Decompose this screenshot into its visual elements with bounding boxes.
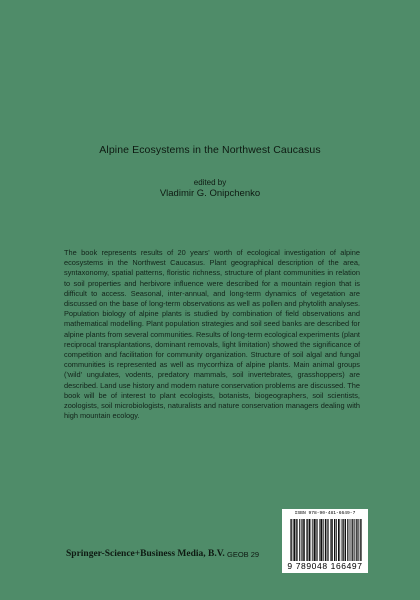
publisher-name: Springer-Science+Business Media, B.V. bbox=[66, 549, 225, 559]
barcode-bar bbox=[352, 519, 353, 561]
barcode-bar bbox=[297, 519, 298, 561]
barcode-bar bbox=[323, 519, 324, 561]
barcode-bar bbox=[336, 519, 337, 561]
barcode-bar bbox=[315, 519, 316, 561]
barcode-bar bbox=[327, 519, 328, 561]
barcode-bar bbox=[304, 519, 305, 561]
barcode-bar bbox=[332, 519, 333, 561]
barcode-bar bbox=[352, 519, 353, 561]
barcode-bar bbox=[332, 519, 333, 561]
barcode-bar bbox=[314, 519, 315, 561]
barcode-bar bbox=[328, 519, 329, 561]
barcode-bar bbox=[309, 519, 310, 561]
barcode-bar bbox=[345, 519, 346, 561]
barcode-bar bbox=[312, 519, 313, 561]
by-word: by bbox=[217, 178, 227, 187]
barcode-bar bbox=[344, 519, 345, 561]
barcode bbox=[282, 509, 368, 573]
barcode-bar bbox=[339, 519, 340, 561]
barcode-bar bbox=[348, 519, 349, 561]
edited-by-label bbox=[0, 178, 420, 187]
barcode-bar bbox=[339, 519, 340, 561]
barcode-bar bbox=[300, 519, 301, 561]
barcode-bar bbox=[291, 519, 292, 561]
book-description: The book represents results of 20 years' worth of ecological investigation of alpine ecosystems in the Northwest Caucasus. Plant geographical description of the area, syntaxonomy, spatial patterns, floristic richness, structure of plant communities in relation to soil properties and herbivore influence were described for a mountain region that is difficult to access. Seasonal, inter-annual, and long-term dynamics of vegetation are discussed on the base of long-term observations as well as pollen and phytolith analyses. Population biology of alpine plants is studied by combination of field observations and mathematical modelling. Plant population strategies and soil seed banks are described for alpine plants from several communities. Results of long-term ecological experiments (plant reciprocal transplantations, dominant removals, light limitation) showed the significance of competition and facilitation for community organization. Structure of soil algal and fungal communities is represented as well as mycorrhiza of alpine plants. Main animal groups ('wild' ungulates, vodents, predatory mammals, soil invertebrates, grasshoppers) are described. Land use history and modern nature conservation problems are discussed. The book will be of interest to plant ecologists, botanists, biogeographers, soil scientists, zoologists, soil microbiologists, naturalists and nature conservation managers dealing with high mountain ecology. bbox=[64, 248, 360, 421]
book-title: Alpine Ecosystems in the Northwest Caucasus bbox=[99, 144, 321, 156]
barcode-bar bbox=[316, 519, 317, 561]
barcode-bar bbox=[357, 519, 358, 561]
barcode-bar bbox=[308, 519, 309, 561]
barcode-bar bbox=[353, 519, 354, 561]
barcode-bar bbox=[361, 519, 362, 561]
editor-name: Vladimir G. Onipchenko bbox=[159, 188, 261, 199]
barcode-bar bbox=[323, 519, 324, 561]
barcode-bar bbox=[321, 519, 322, 561]
barcode-bar bbox=[321, 519, 322, 561]
barcode-bar bbox=[320, 519, 321, 561]
barcode-bar bbox=[304, 519, 305, 561]
barcode-bar bbox=[354, 519, 355, 561]
isbn-text: ISBN 978-90-481-6649-7 bbox=[294, 511, 356, 516]
barcode-bar bbox=[331, 519, 332, 561]
barcode-bar bbox=[311, 519, 312, 561]
barcode-bar bbox=[349, 519, 350, 561]
barcode-bar bbox=[325, 519, 326, 561]
edited-word: edited bbox=[193, 178, 216, 187]
barcode-bar bbox=[338, 519, 339, 561]
barcode-bar bbox=[313, 519, 314, 561]
barcode-bar bbox=[336, 519, 337, 561]
barcode-bar bbox=[334, 519, 335, 561]
barcode-bar bbox=[317, 519, 318, 561]
barcode-bar bbox=[296, 519, 297, 561]
barcode-bar bbox=[327, 519, 328, 561]
barcode-bar bbox=[306, 519, 307, 561]
barcode-bar bbox=[293, 519, 294, 561]
barcode-bar bbox=[360, 519, 361, 561]
barcode-bar bbox=[296, 519, 297, 561]
barcode-bar bbox=[307, 519, 308, 561]
barcode-bar bbox=[358, 519, 359, 561]
barcode-bar bbox=[292, 519, 293, 561]
barcode-bar bbox=[309, 519, 310, 561]
barcode-bar bbox=[319, 519, 320, 561]
barcode-bar bbox=[290, 519, 291, 561]
ean-number: 9 789048 166497 bbox=[287, 561, 363, 571]
barcode-bars bbox=[290, 519, 362, 561]
barcode-bar bbox=[295, 519, 296, 561]
barcode-bar bbox=[356, 519, 357, 561]
barcode-bar bbox=[360, 519, 361, 561]
barcode-bar bbox=[343, 519, 344, 561]
barcode-bar bbox=[315, 519, 316, 561]
barcode-bar bbox=[342, 519, 343, 561]
barcode-bar bbox=[301, 519, 302, 561]
barcode-bar bbox=[347, 519, 348, 561]
barcode-bar bbox=[299, 519, 300, 561]
barcode-bar bbox=[341, 519, 342, 561]
barcode-bar bbox=[325, 519, 326, 561]
barcode-bar bbox=[356, 519, 357, 561]
barcode-bar bbox=[302, 519, 303, 561]
barcode-bar bbox=[330, 519, 331, 561]
barcode-bar bbox=[335, 519, 336, 561]
series-code: GEOB 29 bbox=[227, 550, 260, 559]
barcode-bar bbox=[351, 519, 352, 561]
barcode-bar bbox=[303, 519, 304, 561]
barcode-bar bbox=[345, 519, 346, 561]
barcode-bar bbox=[294, 519, 295, 561]
